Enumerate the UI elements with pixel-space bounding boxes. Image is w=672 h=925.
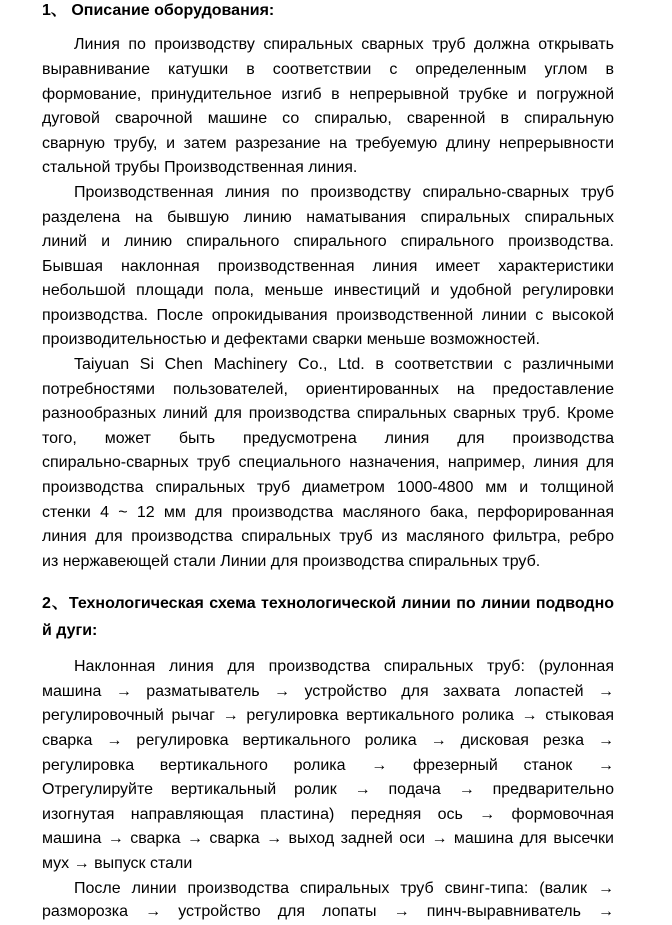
paragraph-line: Производственная линия по производству спирально-сварных труб: [74, 184, 614, 201]
paragraph-line: регулировка вертикального ролика → фрезерный станок →: [42, 757, 614, 774]
section-2-heading-continued: й дуги:: [42, 622, 98, 639]
paragraph-line: Отрегулируйте вертикальный ролик → подача → предварительно: [42, 781, 614, 798]
paragraph-line: стенки 4 ~ 12 мм для производства масляного бака, перфорированная: [42, 504, 614, 521]
paragraph-line: дуговой сварочной машине со спиралью, сваренной в спиральную: [42, 110, 614, 127]
paragraph-line: небольшой площади пола, меньше инвестиций и удобной регулировки: [42, 282, 614, 299]
paragraph-line: регулировочный рычаг → регулировка вертикального ролика → стыковая: [42, 707, 614, 724]
paragraph-line: спирально-сварных труб специального назначения, например, линия для: [42, 454, 614, 471]
paragraph-line: машина → разматыватель → устройство для захвата лопастей →: [42, 683, 614, 700]
paragraph-line: стальной трубы Производственная линия.: [42, 159, 358, 176]
paragraph-line: После линии производства спиральных труб свинг-типа: (валик →: [74, 880, 614, 897]
paragraph-line: разнообразных линий для производства спиральных сварных труб. Кроме: [42, 405, 614, 422]
paragraph-line: производства. После опрокидывания производственной линии с высокой: [42, 307, 614, 324]
paragraph-line: Наклонная линия для производства спиральных труб: (рулонная: [74, 658, 614, 675]
section-2-heading: 2、Технологическая схема технологической линии по линии подводно: [42, 595, 614, 612]
paragraph-line: формование, принудительное изгиб в непрерывной трубке и погружной: [42, 86, 614, 103]
paragraph-line: сварка → регулировка вертикального ролика → дисковая резка →: [42, 732, 614, 749]
paragraph-line: линий и линию спирального спирального спирального производства.: [42, 233, 614, 250]
paragraph-line: Бывшая наклонная производственная линия имеет характеристики: [42, 258, 614, 275]
paragraph-line: разделена на бывшую линию наматывания спиральных спиральных: [42, 209, 614, 226]
paragraph-line: выравнивание катушки в соответствии с определенным углом в: [42, 61, 614, 78]
paragraph-line: изогнутая направляющая пластина) передняя ось → формовочная: [42, 806, 614, 823]
paragraph-line: разморозка → устройство для лопаты → пинч-выравниватель →: [42, 903, 614, 920]
paragraph-line: линия для производства спиральных труб из масляного фильтра, ребро: [42, 528, 614, 545]
section-1-heading: 1、 Описание оборудования:: [42, 2, 275, 19]
paragraph-line: сварную трубу, и затем разрезание на требуемую длину непрерывности: [42, 135, 614, 152]
paragraph-line: машина → сварка → сварка → выход задней оси → машина для высечки: [42, 830, 614, 847]
paragraph-line: Taiyuan Si Chen Machinery Co., Ltd. в соответствии с различными: [74, 356, 614, 373]
paragraph-line: Линия по производству спиральных сварных труб должна открывать: [74, 36, 614, 53]
paragraph-line: потребностями пользователей, ориентированных на предоставление: [42, 381, 614, 398]
paragraph-line: из нержавеющей стали Линии для производства спиральных труб.: [42, 553, 541, 570]
paragraph-line: производительностью и дефектами сварки меньше возможностей.: [42, 331, 540, 348]
paragraph-line: мух → выпуск стали: [42, 855, 193, 872]
paragraph-line: того, может быть предусмотрена линия для производства: [42, 430, 614, 447]
paragraph-line: производства спиральных труб диаметром 1000-4800 мм и толщиной: [42, 479, 614, 496]
